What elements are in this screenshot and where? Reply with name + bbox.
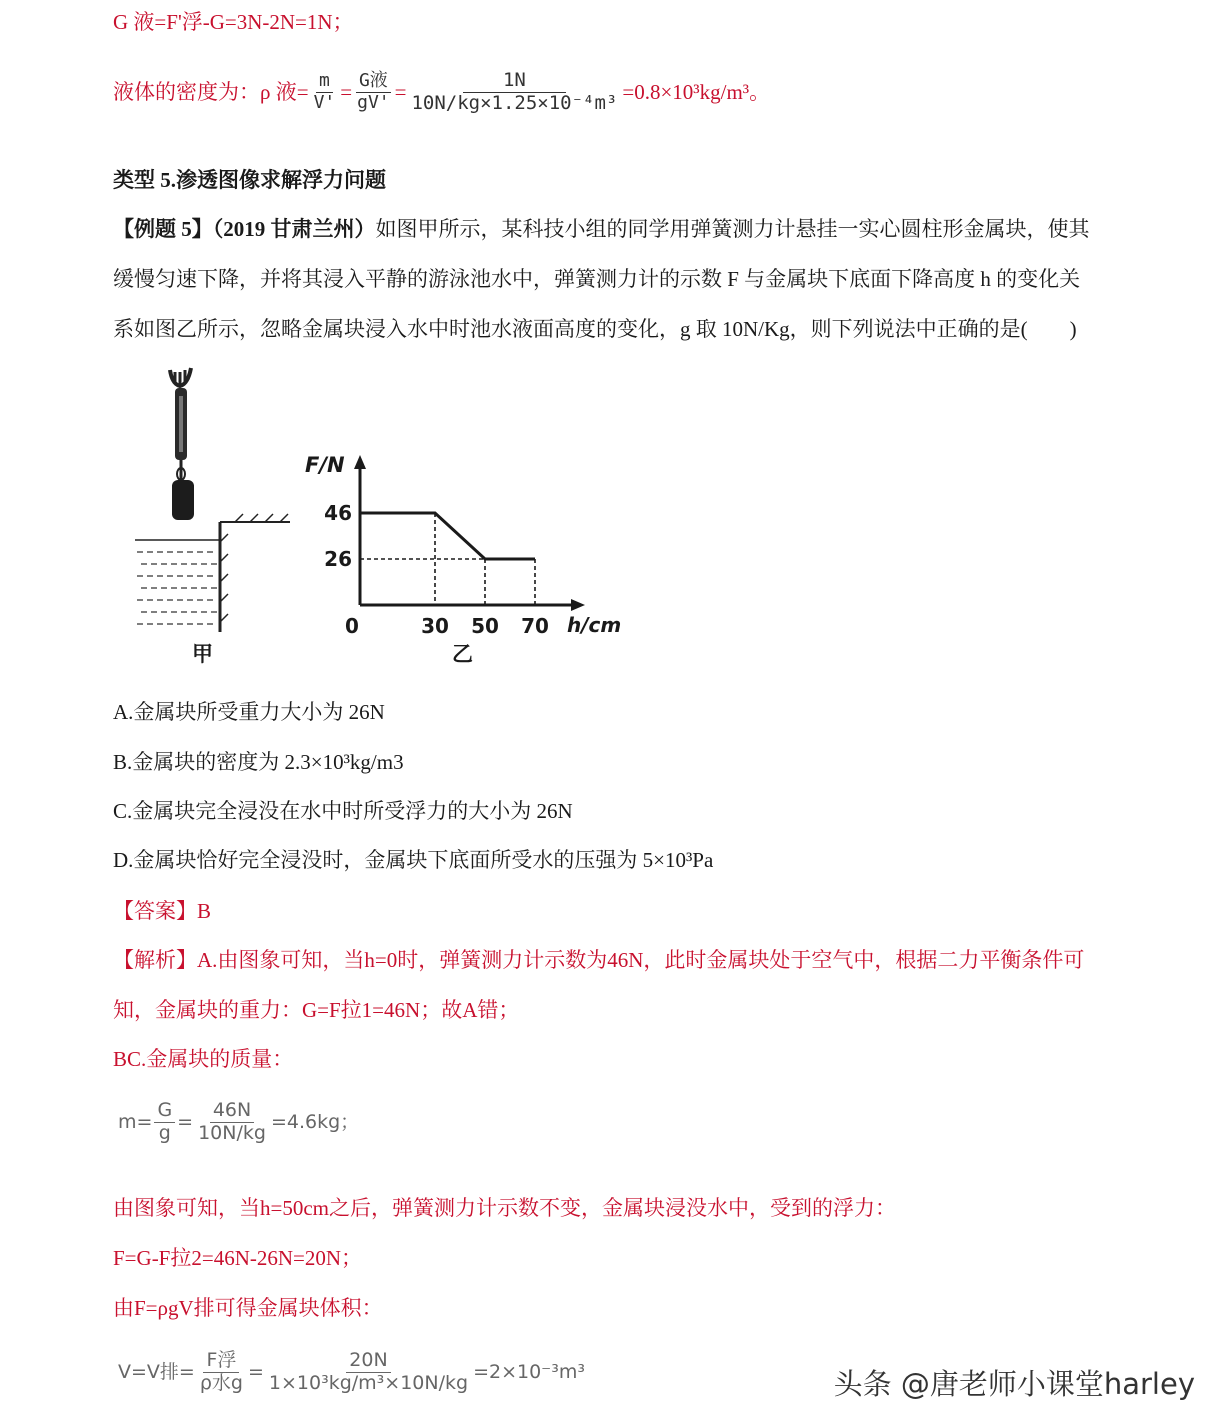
fraction-denominator: g <box>158 1121 171 1144</box>
fraction-density-values <box>408 70 620 115</box>
question-line-3: 系如图乙所示，忽略金属块浸入水中时池水液面高度的变化，g 取 10N/Kg，则下列说法中正确的是( ) <box>113 317 1077 341</box>
tick-label: 70 <box>521 614 549 638</box>
analysis-line-3: BC.金属块的质量： <box>113 1047 294 1071</box>
fraction-denominator: V' <box>313 91 336 113</box>
option-a: A.金属块所受重力大小为 26N <box>113 700 385 724</box>
analysis-tag: 【解析】 <box>113 948 197 972</box>
fraction-volume-values <box>266 1350 471 1395</box>
fraction-numerator: 1N <box>463 70 566 93</box>
question-line-1 <box>113 219 1090 240</box>
fraction-numerator: F浮 <box>203 1350 239 1373</box>
mass-formula: m= $\frac{G}{g}$ = $\frac{46N}{10N/kg}$ =4.6kg； <box>118 1099 360 1144</box>
example-tag: 【例题 5】（2019 甘肃兰州） <box>113 217 376 241</box>
tick-label: 0 <box>345 614 359 638</box>
fraction-g-over-g <box>154 1100 175 1145</box>
watermark: 头条 @唐老师小课堂harley <box>833 1367 1195 1401</box>
analysis-text: A.由图象可知，当h=0时，弹簧测力计示数为46N，此时金属块处于空气中，根据二力平衡条件可 <box>197 948 1085 972</box>
x-axis-label: h/cm <box>567 613 622 637</box>
analysis-line-1 <box>113 950 1084 971</box>
question-text: 如图甲所示，某科技小组的同学用弹簧测力计悬挂一实心圆柱形金属块，使其 <box>375 217 1090 241</box>
fraction-numerator: m <box>316 71 333 93</box>
fraction-denominator: 1×10³kg/m³×10N/kg <box>268 1371 469 1394</box>
figure-label-jia: 甲 <box>192 642 213 666</box>
analysis-line-2: 知，金属块的重力：G=F拉1=46N；故A错； <box>113 998 520 1022</box>
section-heading: 类型 5.渗透图像求解浮力问题 <box>113 168 386 192</box>
fraction-denominator: 10N/kg <box>198 1121 266 1144</box>
tick-label: 26 <box>324 547 352 571</box>
y-axis-label: F/N <box>305 453 345 477</box>
question-line-2: 缓慢匀速下降，并将其浸入平静的游泳池水中，弹簧测力计的示数 F 与金属块下底面下降高度 h 的变化关 <box>113 267 1081 291</box>
tick-label: 50 <box>471 614 499 638</box>
tick-label: 30 <box>421 614 449 638</box>
mass-prefix: m= <box>118 1110 153 1133</box>
mass-result: =4.6kg； <box>270 1110 360 1133</box>
density-prefix: 液体的密度为：ρ 液= <box>113 79 309 104</box>
fraction-buoyancy-over-rhog <box>197 1350 246 1395</box>
fraction-numerator: G液 <box>356 71 391 93</box>
option-b: B.金属块的密度为 2.3×10³kg/m3 <box>113 750 404 774</box>
fraction-numerator: 20N <box>346 1350 390 1373</box>
analysis-line-6: 由F=ρgV排可得金属块体积： <box>113 1296 383 1320</box>
analysis-line-4: 由图象可知，当h=50cm之后，弹簧测力计示数不变，金属块浸没水中，受到的浮力： <box>113 1196 896 1220</box>
fraction-m-over-v <box>311 71 339 113</box>
figure-label-yi: 乙 <box>452 642 473 666</box>
volume-result: =2×10⁻³m³ <box>473 1360 585 1383</box>
volume-formula: V=V排= $\frac{\text{F浮}}{\text{ρ水g}}$ = $\frac{20N}{\text{1×10³kg/m³×10N/kg}}$ =2×10⁻³m³ <box>118 1349 585 1394</box>
fraction-denominator: 10N/kg×1.25×10⁻⁴m³ <box>411 91 618 114</box>
fraction-numerator: 46N <box>210 1100 254 1123</box>
analysis-line-5: F=G-F拉2=46N-26N=20N； <box>113 1246 363 1270</box>
liquid-density-formula: 液体的密度为：ρ 液= $\frac{m}{V'}$ = $\frac{\text{G液}}{gV'}$ = $\frac{1N}{\text{10N/kg×1.25×10⁻⁴m³}}$ =0.8×10³kg/m³。 <box>113 69 771 114</box>
fraction-denominator: ρ水g <box>199 1371 243 1394</box>
density-result: =0.8×10³kg/m³。 <box>622 79 771 104</box>
figure-graph <box>295 450 625 660</box>
option-c: C.金属块完全浸没在水中时所受浮力的大小为 26N <box>113 799 573 823</box>
figure-apparatus <box>125 362 305 642</box>
answer: 【答案】B <box>113 899 212 923</box>
option-d: D.金属块恰好完全浸没时，金属块下底面所受水的压强为 5×10³Pa <box>113 848 714 872</box>
fraction-mass-values <box>195 1100 269 1145</box>
volume-prefix: V=V排= <box>118 1360 195 1383</box>
fraction-numerator: G <box>154 1100 175 1123</box>
tick-label: 46 <box>324 501 352 525</box>
fraction-g-over-gv <box>354 71 393 113</box>
series-line <box>360 513 535 559</box>
g-liquid-line: G 液=F'浮-G=3N-2N=1N； <box>113 10 354 34</box>
fraction-denominator: gV' <box>357 91 390 113</box>
